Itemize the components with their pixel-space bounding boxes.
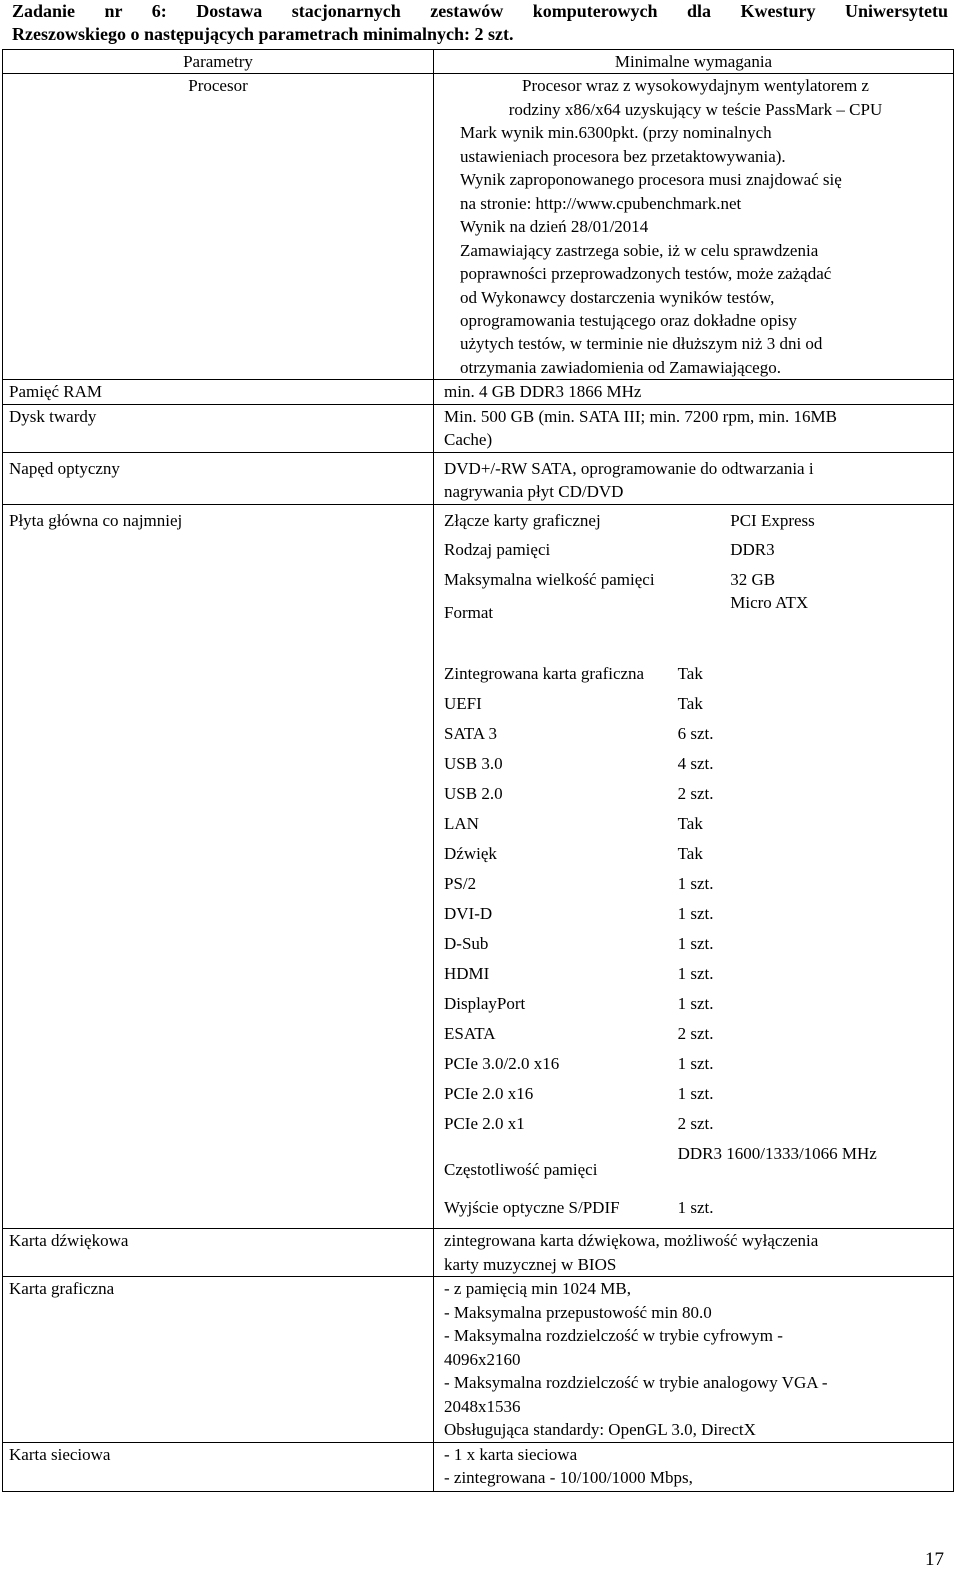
procesor-line: poprawności przeprowadzonych testów, może zażądać: [460, 264, 832, 284]
procesor-line: na stronie: http://www.cpubenchmark.net: [460, 193, 742, 213]
mobo-row: [444, 692, 947, 722]
mobo-key: Wyjście optyczne S/PDIF: [444, 1198, 620, 1218]
procesor-line: otrzymania zawiadomienia od Zamawiającego.: [460, 357, 781, 377]
procesor-line: Zamawiający zastrzega sobie, iż w celu sprawdzenia: [460, 240, 819, 260]
value-sound-line1: zintegrowana karta dźwiękowa, możliwość wyłączenia: [444, 1231, 819, 1251]
mobo-key: HDMI: [444, 964, 490, 984]
mobo-value: Tak: [677, 814, 703, 834]
mobo-key: Format: [444, 602, 494, 622]
mobo-value: 1 szt.: [677, 1054, 714, 1074]
mobo-key: USB 2.0: [444, 784, 503, 804]
label-hdd: Dysk twardy: [3, 404, 434, 452]
label-ram: Pamięć RAM: [3, 380, 434, 404]
mobo-key: UEFI: [444, 694, 482, 714]
mobo-row: [444, 842, 947, 872]
mobo-row: [444, 752, 947, 782]
gpu-line: - Maksymalna przepustowość min 80.0: [444, 1302, 712, 1322]
mobo-row: [444, 662, 947, 692]
spec-table: [2, 49, 954, 1492]
label-procesor: Procesor: [3, 74, 434, 380]
mobo-value: 6 szt.: [677, 724, 714, 744]
value-procesor: [434, 74, 954, 380]
mobo-value: 1 szt.: [677, 994, 714, 1014]
row-procesor: [3, 74, 954, 380]
page-number: 17: [925, 1548, 944, 1570]
mobo-row: [444, 992, 947, 1022]
row-ram: [3, 380, 954, 404]
gpu-line: - z pamięcią min 1024 MB,: [444, 1279, 631, 1299]
mobo-key: SATA 3: [444, 724, 497, 744]
nic-line: - zintegrowana - 10/100/1000 Mbps,: [444, 1467, 693, 1487]
value-hdd-line1: Min. 500 GB (min. SATA III; min. 7200 rpm, min. 16MB: [444, 406, 837, 426]
mobo-ports-table: [444, 662, 947, 1226]
mobo-value: PCI Express: [730, 510, 815, 530]
mobo-key: DisplayPort: [444, 994, 526, 1014]
mobo-key: Maksymalna wielkość pamięci: [444, 569, 655, 589]
row-mobo: [3, 504, 954, 1229]
mobo-row: [444, 1082, 947, 1112]
mobo-key: Dźwięk: [444, 844, 497, 864]
value-sound-line2: karty muzycznej w BIOS: [444, 1254, 617, 1274]
procesor-line: Wynik na dzień 28/01/2014: [460, 217, 649, 237]
mobo-key: ESATA: [444, 1024, 496, 1044]
row-nic: [3, 1442, 954, 1491]
heading-line-2: Rzeszowskiego o następujących parametrach minimalnych: 2 szt.: [12, 24, 514, 45]
mobo-value: 1 szt.: [677, 964, 714, 984]
procesor-line: oprogramowania testującego oraz dokładne opisy: [460, 310, 798, 330]
procesor-line: rodziny x86/x64 uzyskujący w teście PassMark – CPU: [508, 99, 883, 119]
mobo-row: [444, 1196, 947, 1226]
nic-description: [440, 1443, 947, 1490]
mobo-row: [444, 1112, 947, 1142]
mobo-value: 2 szt.: [677, 1114, 714, 1134]
value-ram: min. 4 GB DDR3 1866 MHz: [444, 382, 642, 402]
mobo-value: DDR3: [730, 540, 775, 560]
mobo-value: 1 szt.: [677, 1198, 714, 1218]
label-mobo: Płyta główna co najmniej: [3, 504, 434, 1229]
mobo-value: 1 szt.: [677, 904, 714, 924]
value-optical-line1: DVD+/-RW SATA, oprogramowanie do odtwarzania i: [444, 458, 814, 478]
mobo-row: [444, 872, 947, 902]
mobo-value: DDR3 1600/1333/1066 MHz: [677, 1144, 877, 1164]
row-hdd: [3, 404, 954, 452]
mobo-key: PCIe 2.0 x1: [444, 1114, 525, 1134]
row-sound: [3, 1229, 954, 1277]
value-optical-line2: nagrywania płyt CD/DVD: [444, 482, 624, 502]
mobo-row: [444, 568, 947, 591]
mobo-row: [444, 591, 947, 624]
header-requirements: Minimalne wymagania: [434, 50, 954, 74]
label-sound: Karta dźwiękowa: [3, 1229, 434, 1277]
mobo-value: 32 GB: [730, 569, 776, 589]
mobo-row: [444, 1052, 947, 1082]
heading-line-1: Zadanie nr 6: Dostawa stacjonarnych zestawów komputerowych dla Kwestury Uniwersytetu: [12, 1, 948, 21]
mobo-key: LAN: [444, 814, 479, 834]
mobo-row: [444, 1142, 947, 1196]
mobo-key: D-Sub: [444, 934, 489, 954]
mobo-key: USB 3.0: [444, 754, 503, 774]
gpu-line: 2048x1536: [444, 1396, 521, 1416]
mobo-key: PS/2: [444, 874, 477, 894]
mobo-key: Złącze karty graficznej: [444, 510, 601, 530]
mobo-value: 1 szt.: [677, 934, 714, 954]
mobo-row: [444, 782, 947, 812]
mobo-row: [444, 509, 947, 538]
mobo-row: [444, 538, 947, 567]
mobo-spec-table: [444, 509, 947, 663]
procesor-line: Procesor wraz z wysokowydajnym wentylatorem z: [522, 76, 869, 96]
mobo-row: [444, 722, 947, 752]
mobo-row: [444, 812, 947, 842]
nic-line: - 1 x karta sieciowa: [444, 1444, 578, 1464]
gpu-description: [440, 1277, 947, 1441]
mobo-key: Rodzaj pamięci: [444, 540, 551, 560]
mobo-value: Tak: [677, 844, 703, 864]
mobo-value: 1 szt.: [677, 874, 714, 894]
mobo-value: 2 szt.: [677, 1024, 714, 1044]
gpu-line: - Maksymalna rozdzielczość w trybie analogowy VGA -: [444, 1373, 828, 1393]
mobo-value: 2 szt.: [677, 784, 714, 804]
label-optical: Napęd optyczny: [3, 452, 434, 504]
procesor-line: użytych testów, w terminie nie dłuższym niż 3 dni od: [460, 334, 823, 354]
gpu-line: - Maksymalna rozdzielczość w trybie cyfrowym -: [444, 1326, 783, 1346]
mobo-value: 4 szt.: [677, 754, 714, 774]
mobo-value: 1 szt.: [677, 1084, 714, 1104]
mobo-row: [444, 902, 947, 932]
mobo-key: PCIe 2.0 x16: [444, 1084, 534, 1104]
procesor-line: ustawieniach procesora bez przetaktowywania).: [460, 146, 786, 166]
value-hdd-line2: Cache): [444, 430, 493, 450]
gpu-line: 4096x2160: [444, 1349, 521, 1369]
mobo-key: DVI-D: [444, 904, 493, 924]
procesor-line: Wynik zaproponowanego procesora musi znajdować się: [460, 170, 842, 190]
gpu-line: Obsługująca standardy: OpenGL 3.0, DirectX: [444, 1420, 756, 1440]
mobo-key: Częstotliwość pamięci: [444, 1159, 598, 1179]
procesor-line: od Wykonawcy dostarczenia wyników testów,: [460, 287, 775, 307]
row-gpu: [3, 1277, 954, 1442]
mobo-key: PCIe 3.0/2.0 x16: [444, 1054, 560, 1074]
value-mobo: [434, 504, 954, 1229]
mobo-row: [444, 962, 947, 992]
mobo-value: Micro ATX: [730, 592, 809, 612]
mobo-key: Zintegrowana karta graficzna: [444, 664, 645, 684]
mobo-row: [444, 1022, 947, 1052]
procesor-description: [440, 74, 947, 379]
table-header-row: [3, 50, 954, 74]
label-gpu: Karta graficzna: [3, 1277, 434, 1442]
header-parameters: Parametry: [3, 50, 434, 74]
mobo-row: [444, 932, 947, 962]
label-nic: Karta sieciowa: [3, 1442, 434, 1491]
procesor-line: Mark wynik min.6300pkt. (przy nominalnych: [460, 123, 772, 143]
mobo-value: Tak: [677, 694, 703, 714]
mobo-value: Tak: [677, 664, 703, 684]
row-optical: [3, 452, 954, 504]
document-heading: [12, 0, 948, 47]
